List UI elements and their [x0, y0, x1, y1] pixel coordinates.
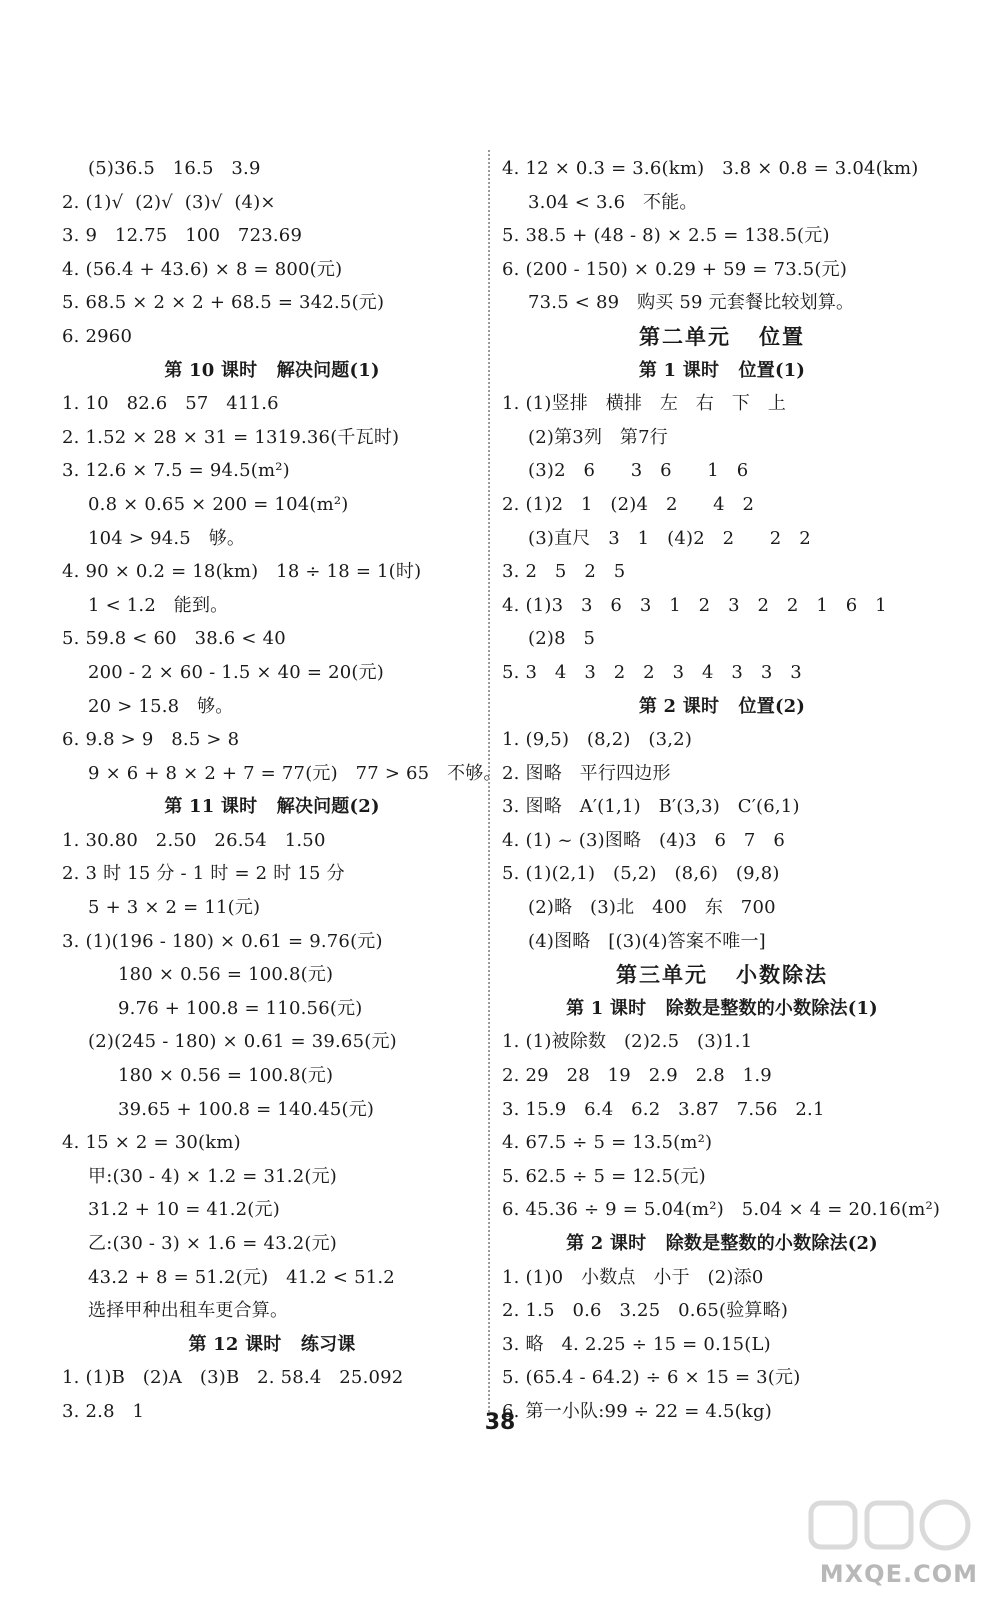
- answer-line: 104 > 94.5 够。: [88, 527, 246, 549]
- answer-line: (2)第3列 第7行: [528, 426, 668, 448]
- answer-line: 2. 1.5 0.6 3.25 0.65(验算略): [502, 1300, 789, 1322]
- answer-line: 5. 62.5 ÷ 5 = 12.5(元): [502, 1165, 706, 1187]
- answer-line: 1. 10 82.6 57 411.6: [62, 393, 279, 415]
- answer-line: 6. 第一小队:99 ÷ 22 = 4.5(kg): [502, 1400, 772, 1422]
- answer-line: 1. (1)竖排 横排 左 右 下 上: [502, 393, 787, 415]
- answer-line: 4. 15 × 2 = 30(km): [62, 1132, 241, 1154]
- answer-line: 1. (9,5) (8,2) (3,2): [502, 729, 693, 751]
- answer-line: 5. (1)(2,1) (5,2) (8,6) (9,8): [502, 863, 780, 885]
- answer-line: 3. 2 5 2 5: [502, 561, 626, 583]
- answer-line: 6. 2960: [62, 325, 133, 347]
- answer-line: (2)8 5: [528, 628, 596, 650]
- answer-line: 2. (1)√ (2)√ (3)√ (4)×: [62, 191, 276, 213]
- answer-line: 甲:(30 - 4) × 1.2 = 31.2(元): [88, 1165, 337, 1187]
- lesson-heading: 第 12 课时 练习课: [188, 1333, 356, 1355]
- answer-line: 180 × 0.56 = 100.8(元): [118, 964, 334, 986]
- lesson-heading: 第 10 课时 解决问题(1): [164, 359, 380, 381]
- answer-line: 2. 29 28 19 2.9 2.8 1.9: [502, 1065, 772, 1087]
- answer-line: 4. (1) ~ (3)图略 (4)3 6 7 6: [502, 829, 785, 851]
- answer-line: 2. 3 时 15 分 - 1 时 = 2 时 15 分: [62, 863, 345, 885]
- answer-line: (2)略 (3)北 400 东 700: [528, 897, 776, 919]
- right-column: [502, 152, 942, 1429]
- answer-line: 9.76 + 100.8 = 110.56(元): [118, 997, 363, 1019]
- answer-line: 5. 59.8 < 60 38.6 < 40: [62, 628, 286, 650]
- answer-line: (4)图略 [(3)(4)答案不唯一]: [528, 930, 766, 952]
- answer-line: 180 × 0.56 = 100.8(元): [118, 1065, 334, 1087]
- answer-line: 2. (1)2 1 (2)4 2 4 2: [502, 493, 755, 515]
- answer-line: 乙:(30 - 3) × 1.6 = 43.2(元): [88, 1233, 337, 1254]
- answer-line: 6. 45.36 ÷ 9 = 5.04(m²) 5.04 × 4 = 20.16(m²): [502, 1199, 941, 1221]
- answer-line: 9 × 6 + 8 × 2 + 7 = 77(元) 77 > 65 不够。: [88, 762, 502, 784]
- answer-line: 3. 12.6 × 7.5 = 94.5(m²): [62, 460, 290, 482]
- answer-line: 3. (1)(196 - 180) × 0.61 = 9.76(元): [62, 930, 383, 952]
- answer-line: 5. 38.5 + (48 - 8) × 2.5 = 138.5(元): [502, 225, 830, 247]
- answer-line: 4. 67.5 ÷ 5 = 13.5(m²): [502, 1132, 713, 1154]
- answer-line: (3)直尺 3 1 (4)2 2 2 2: [528, 527, 811, 549]
- column-divider: [488, 150, 490, 1420]
- answer-line: 选择甲种出租车更合算。: [88, 1300, 289, 1322]
- answer-line: 3.04 < 3.6 不能。: [528, 191, 698, 213]
- lesson-heading: 第 2 课时 位置(2): [638, 695, 806, 717]
- answer-line: 5. (65.4 - 64.2) ÷ 6 × 15 = 3(元): [502, 1367, 801, 1389]
- answer-line: 2. 图略 平行四边形: [502, 762, 671, 784]
- answer-line: (2)(245 - 180) × 0.61 = 39.65(元): [88, 1031, 397, 1053]
- answer-line: 3. 图略 A′(1,1) B′(3,3) C′(6,1): [502, 796, 800, 818]
- unit-heading: 第三单元 小数除法: [616, 962, 828, 988]
- answer-line: 3. 15.9 6.4 6.2 3.87 7.56 2.1: [502, 1098, 825, 1120]
- lesson-heading: 第 2 课时 除数是整数的小数除法(2): [566, 1233, 878, 1254]
- answer-line: 43.2 + 8 = 51.2(元) 41.2 < 51.2: [88, 1266, 395, 1288]
- answer-line: (3)2 6 3 6 1 6: [528, 460, 749, 482]
- answer-line: 3. 2.8 1: [62, 1400, 145, 1422]
- watermark-site: MXQE.COM: [819, 1560, 978, 1588]
- answer-line: 5. 3 4 3 2 2 3 4 3 3 3: [502, 661, 802, 683]
- answer-line: 39.65 + 100.8 = 140.45(元): [118, 1098, 375, 1120]
- answer-line: 6. 9.8 > 9 8.5 > 8: [62, 729, 240, 751]
- answer-line: 5 + 3 × 2 = 11(元): [88, 897, 261, 919]
- page-number: 38: [484, 1410, 516, 1435]
- answer-line: 1. 30.80 2.50 26.54 1.50: [62, 829, 326, 851]
- answer-line: 2. 1.52 × 28 × 31 = 1319.36(千瓦时): [62, 426, 400, 448]
- answer-line: 3. 略 4. 2.25 ÷ 15 = 0.15(L): [502, 1333, 771, 1355]
- answer-line: 73.5 < 89 购买 59 元套餐比较划算。: [528, 292, 855, 314]
- answer-line: 0.8 × 0.65 × 200 = 104(m²): [88, 493, 349, 515]
- answer-line: 6. (200 - 150) × 0.29 + 59 = 73.5(元): [502, 258, 848, 280]
- answer-line: (5)36.5 16.5 3.9: [88, 158, 261, 179]
- answer-line: 4. (1)3 3 6 3 1 2 3 2 2 1 6 1: [502, 594, 887, 616]
- answer-line: 31.2 + 10 = 41.2(元): [88, 1199, 280, 1221]
- lesson-heading: 第 1 课时 位置(1): [638, 359, 806, 381]
- unit-heading: 第二单元 位置: [639, 323, 805, 349]
- answer-line: 20 > 15.8 够。: [88, 695, 234, 717]
- answer-line: 4. 12 × 0.3 = 3.6(km) 3.8 × 0.8 = 3.04(km): [502, 158, 919, 179]
- answer-line: 1. (1)被除数 (2)2.5 (3)1.1: [502, 1031, 753, 1053]
- answer-line: 1 < 1.2 能到。: [88, 594, 229, 616]
- left-column: [62, 152, 502, 1429]
- answer-line: 4. 90 × 0.2 = 18(km) 18 ÷ 18 = 1(时): [62, 561, 422, 583]
- answer-line: 3. 9 12.75 100 723.69: [62, 225, 303, 247]
- answer-line: 4. (56.4 + 43.6) × 8 = 800(元): [62, 258, 343, 280]
- answer-line: 1. (1)0 小数点 小于 (2)添0: [502, 1266, 764, 1288]
- answer-line: 200 - 2 × 60 - 1.5 × 40 = 20(元): [88, 661, 385, 683]
- answer-line: 5. 68.5 × 2 × 2 + 68.5 = 342.5(元): [62, 292, 385, 314]
- lesson-heading: 第 11 课时 解决问题(2): [164, 796, 380, 818]
- answer-line: 1. (1)B (2)A (3)B 2. 58.4 25.092: [62, 1367, 404, 1389]
- lesson-heading: 第 1 课时 除数是整数的小数除法(1): [566, 997, 878, 1019]
